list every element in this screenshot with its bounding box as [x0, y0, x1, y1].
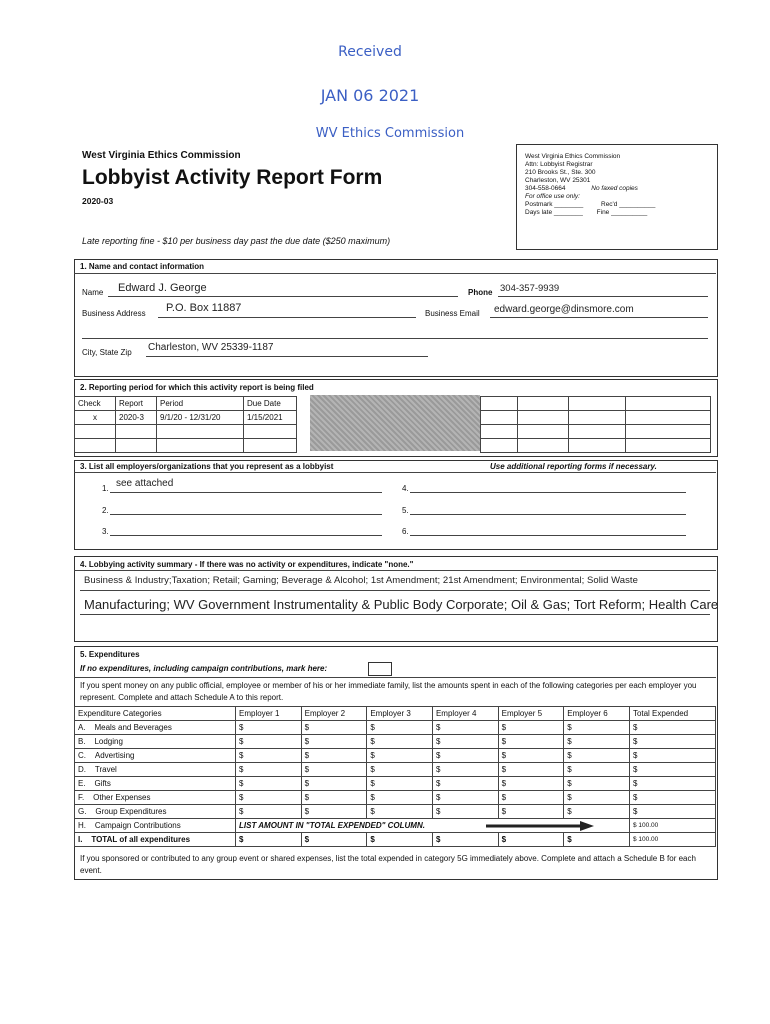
mailing-line: Charleston, WV 25301 [525, 177, 591, 184]
page-title: Lobbyist Activity Report Form [82, 166, 383, 189]
table-header: Period [157, 397, 244, 411]
employer-num: 5. [402, 506, 409, 515]
dollar-cell[interactable]: $ [236, 749, 302, 763]
due-date-cell: 1/15/2021 [244, 411, 297, 425]
stamp-date: JAN 06 2021 [320, 86, 420, 105]
dollar-cell[interactable]: $ [301, 833, 367, 847]
fine-label: Fine [596, 209, 610, 216]
dollar-cell[interactable]: $ [629, 749, 715, 763]
row-letter: D. [78, 765, 86, 774]
dollar-cell[interactable]: $ [236, 777, 302, 791]
dollar-cell[interactable]: $ [236, 791, 302, 805]
mailing-line: Attn: Lobbyist Registrar [525, 161, 593, 168]
dollar-cell[interactable]: $ [498, 763, 564, 777]
table-row [75, 763, 716, 777]
table-header: Due Date [244, 397, 297, 411]
dollar-cell[interactable]: $ [629, 763, 715, 777]
table-row [75, 805, 716, 819]
row-label: TOTAL of all expenditures [91, 835, 191, 844]
postmark-label: Postmark [525, 201, 553, 208]
dollar-cell[interactable]: $ [432, 721, 498, 735]
dollar-cell[interactable]: $ [564, 777, 630, 791]
dollar-cell[interactable]: $ [301, 791, 367, 805]
table-header: Total Expended [629, 707, 715, 721]
dollar-cell[interactable]: $ [432, 735, 498, 749]
expenditures-footer: If you sponsored or contributed to any group event or shared expenses, list the total expended in category 5G immediately above. Complete and attach a Schedule B for each event. [80, 854, 696, 875]
mailing-line: West Virginia Ethics Commission [525, 153, 621, 160]
row-label: Advertising [94, 751, 135, 760]
table-row [75, 749, 716, 763]
table-row [75, 819, 716, 833]
table-header: Employer 4 [432, 707, 498, 721]
dollar-cell[interactable]: $ [629, 791, 715, 805]
dollar-cell[interactable]: $ [301, 777, 367, 791]
dollar-cell[interactable]: $ [236, 721, 302, 735]
employer-num: 6. [402, 527, 409, 536]
row-label: Campaign Contributions [94, 821, 181, 830]
dollar-cell[interactable]: $ [367, 735, 433, 749]
dollar-cell[interactable]: $ [301, 735, 367, 749]
dollar-cell[interactable]: $ [367, 721, 433, 735]
row-label: Group Expenditures [95, 807, 167, 816]
no-expenditures-label: If no expenditures, including campaign contributions, mark here: [80, 664, 328, 673]
row-letter: A. [78, 723, 86, 732]
check-cell[interactable]: x [75, 411, 116, 425]
row-letter: F. [78, 793, 85, 802]
mailing-phone: 304-558-0664 [525, 185, 566, 192]
dollar-cell[interactable]: $ [301, 749, 367, 763]
campaign-total[interactable]: $ 100.00 [629, 819, 715, 833]
dollar-cell[interactable]: $ [236, 833, 302, 847]
row-letter: E. [78, 779, 86, 788]
dollar-cell[interactable]: $ [432, 763, 498, 777]
table-row [75, 439, 297, 453]
dollar-cell[interactable]: $ [564, 721, 630, 735]
dollar-cell[interactable]: $ [367, 777, 433, 791]
stamp-received: Received [338, 44, 402, 60]
dollar-cell[interactable]: $ [301, 805, 367, 819]
dollar-cell[interactable]: $ [432, 791, 498, 805]
city-field[interactable]: Charleston, WV 25339-1187 [148, 342, 274, 353]
address-label: Business Address [82, 309, 146, 318]
section-contact [74, 259, 718, 377]
row-label: Other Expenses [93, 793, 151, 802]
employer-num: 1. [102, 484, 109, 493]
dollar-cell[interactable]: $ [367, 749, 433, 763]
days-late-label: Days late [525, 209, 553, 216]
row-letter: H. [78, 821, 86, 830]
dollar-cell[interactable]: $ [498, 721, 564, 735]
dollar-cell[interactable]: $ [432, 805, 498, 819]
table-header: Employer 3 [367, 707, 433, 721]
dollar-cell[interactable]: $ [629, 721, 715, 735]
employer-num: 2. [102, 506, 109, 515]
stamp-commission: WV Ethics Commission [315, 126, 465, 141]
dollar-cell[interactable]: $ [367, 833, 433, 847]
dollar-cell[interactable]: $ [564, 833, 630, 847]
expenditures-table [74, 706, 716, 847]
table-row [75, 397, 297, 411]
total-all-cell[interactable]: $ 100.00 [629, 833, 715, 847]
email-label: Business Email [425, 309, 480, 318]
employer-num: 4. [402, 484, 409, 493]
office-use-label: For office use only: [525, 193, 580, 200]
period-table-right [480, 396, 711, 453]
dollar-cell[interactable]: $ [236, 735, 302, 749]
dollar-cell[interactable]: $ [236, 805, 302, 819]
table-header: Employer 6 [564, 707, 630, 721]
recd-label: Rec'd [601, 201, 618, 208]
row-letter: C. [78, 751, 86, 760]
dollar-cell[interactable]: $ [301, 721, 367, 735]
dollar-cell[interactable]: $ [498, 805, 564, 819]
dollar-cell[interactable]: $ [498, 791, 564, 805]
campaign-note: LIST AMOUNT IN "TOTAL EXPENDED" COLUMN. [239, 821, 425, 830]
address-field[interactable]: P.O. Box 11887 [166, 302, 242, 314]
dollar-cell[interactable]: $ [564, 763, 630, 777]
dollar-cell[interactable]: $ [498, 833, 564, 847]
row-letter: G. [78, 807, 87, 816]
table-row [75, 735, 716, 749]
phone-label: Phone [468, 288, 493, 297]
section-employers [74, 460, 718, 550]
dollar-cell[interactable]: $ [498, 735, 564, 749]
dollar-cell[interactable]: $ [367, 805, 433, 819]
dollar-cell[interactable]: $ [432, 833, 498, 847]
arrow-right-icon [486, 821, 596, 831]
late-fine-note: Late reporting fine - $10 per business day past the due date ($250 maximum) [82, 236, 391, 246]
table-row [75, 707, 716, 721]
dollar-cell[interactable]: $ [564, 749, 630, 763]
table-header: Report [116, 397, 157, 411]
dollar-cell[interactable]: $ [432, 777, 498, 791]
section1-title: 1. Name and contact information [80, 262, 205, 271]
row-letter: I. [78, 835, 83, 844]
section3-title: 3. List all employers/organizations that you represent as a lobbyist [80, 462, 334, 471]
no-expenditures-checkbox[interactable] [368, 662, 392, 676]
table-row [75, 791, 716, 805]
employer-num: 3. [102, 527, 109, 536]
table-header: Employer 1 [236, 707, 302, 721]
dollar-cell[interactable]: $ [236, 763, 302, 777]
section5-title: 5. Expenditures [80, 650, 140, 659]
dollar-cell[interactable]: $ [367, 763, 433, 777]
name-label: Name [82, 288, 104, 297]
section3-note: Use additional reporting forms if necessary. [490, 462, 657, 471]
row-letter: B. [78, 737, 86, 746]
mailing-box: West Virginia Ethics Commission Attn: Lobbyist Registrar 210 Brooks St., Ste. 300 Charleston, WV 25301 304-558-0664 No faxed copies For office use only: Postmark ________ Rec'd __________ Days late ________ Fine __________ [516, 144, 718, 250]
row-label: Lodging [94, 737, 123, 746]
expenditures-instructions: If you spent money on any public official, employee or member of his or her immediate family, list the amounts spent in each of the following categories per each employer you represent. Complete and attach Schedule A to this report. [80, 681, 697, 702]
table-row [75, 411, 297, 425]
city-label: City, State Zip [82, 348, 132, 357]
section2-title: 2. Reporting period for which this activity report is being filed [80, 383, 314, 392]
table-header: Employer 2 [301, 707, 367, 721]
table-row [75, 425, 297, 439]
header-org: West Virginia Ethics Commission [82, 150, 241, 161]
activity-line-2[interactable]: Manufacturing; WV Government Instrumentality & Public Body Corporate; Oil & Gas; Tort Reform; Health Care [84, 597, 719, 612]
dollar-cell[interactable]: $ [498, 777, 564, 791]
form-number: 2020-03 [82, 196, 114, 206]
dollar-cell[interactable]: $ [367, 791, 433, 805]
period-cell: 9/1/20 - 12/31/20 [157, 411, 244, 425]
dollar-cell[interactable]: $ [564, 791, 630, 805]
employer-1-field[interactable]: see attached [116, 478, 174, 489]
period-table [74, 396, 297, 453]
mailing-line: 210 Brooks St., Ste. 300 [525, 169, 596, 176]
table-row [75, 721, 716, 735]
dollar-cell[interactable]: $ [432, 749, 498, 763]
dollar-cell[interactable]: $ [564, 805, 630, 819]
row-label: Travel [94, 765, 117, 774]
name-field[interactable]: Edward J. George [118, 282, 207, 294]
table-header: Check [75, 397, 116, 411]
dollar-cell[interactable]: $ [629, 735, 715, 749]
table-row [75, 777, 716, 791]
table-header: Expenditure Categories [75, 707, 236, 721]
dollar-cell[interactable]: $ [629, 777, 715, 791]
no-fax-note: No faxed copies [591, 185, 638, 192]
activity-line-1[interactable]: Business & Industry;Taxation; Retail; Gaming; Beverage & Alcohol; 1st Amendment; 21st Amendment; Environmental; Solid Waste [84, 575, 638, 586]
phone-field[interactable]: 304-357-9939 [500, 283, 560, 294]
redacted-area [310, 395, 480, 451]
report-cell: 2020-3 [116, 411, 157, 425]
email-field[interactable]: edward.george@dinsmore.com [494, 304, 634, 315]
dollar-cell[interactable]: $ [629, 805, 715, 819]
section4-title: 4. Lobbying activity summary - If there was no activity or expenditures, indicate "none." [80, 560, 414, 569]
dollar-cell[interactable]: $ [301, 763, 367, 777]
dollar-cell[interactable]: $ [498, 749, 564, 763]
row-label: Gifts [94, 779, 111, 788]
dollar-cell[interactable]: $ [564, 735, 630, 749]
table-header: Employer 5 [498, 707, 564, 721]
table-row [75, 833, 716, 847]
row-label: Meals and Beverages [94, 723, 172, 732]
